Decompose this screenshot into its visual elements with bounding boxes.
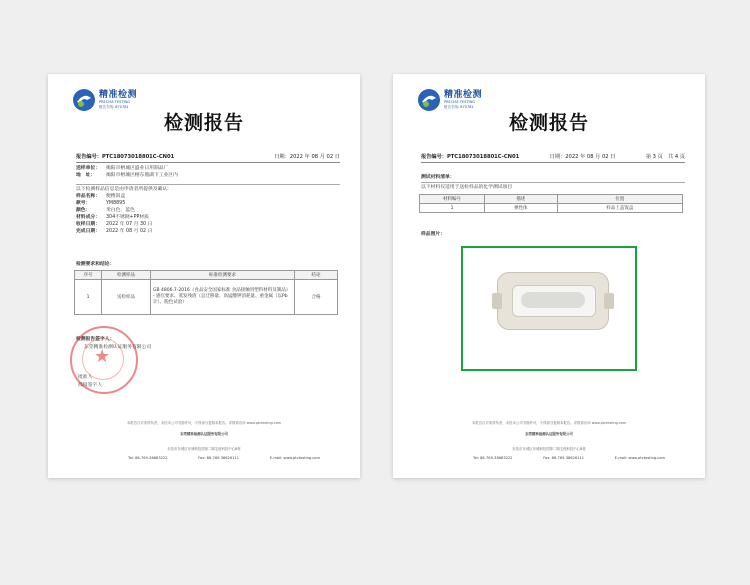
requirement-standard: GB 4806.7-2016《食品安全国家标准 食品接触用塑料材料及制品》 — [153, 288, 291, 293]
cell-result: 合格 — [295, 280, 338, 315]
footer-note: 本报告仅对来样负责，未经本公司书面许可，不得部分复制本报告。详情请访问 www.ptctesting.com — [471, 421, 627, 425]
report-meta — [76, 153, 340, 163]
report-number: 报告编号：PTC18073018801C-CN01 — [76, 154, 175, 160]
footer-contacts — [128, 456, 320, 460]
section-heading: 检测要求和结论： — [76, 262, 115, 267]
footer-web: E-mail: www.ptctesting.com — [614, 456, 665, 460]
requirement-items: - 感官要求、蒸发残渣（总迁移量、高锰酸钾消耗量、重金属（以Pb计）、脱色试验） — [153, 294, 288, 305]
address-row — [76, 172, 178, 179]
field-row: 收样日期： 2022 年 07 月 30 日 — [76, 222, 153, 227]
footer-tel: Tel: 86-769-38683222 — [473, 456, 513, 460]
footer-fax: Fax: 86-769-38626111 — [543, 456, 584, 460]
address-label: 地 址： — [76, 173, 96, 178]
cell-no: 1 — [420, 204, 485, 213]
brand-sub-line1: PRECISE TESTING — [99, 100, 130, 104]
footer-address: 东莞市东城区东城科技园第二期宝莲科技中心B栋 — [167, 447, 241, 451]
signer-role: 批准人 — [78, 375, 93, 380]
col-header: 检测样品 — [102, 271, 151, 280]
brand-name: 精准检测 — [444, 90, 483, 100]
report-title: 检测报告 — [163, 112, 244, 134]
table-header-row — [420, 195, 683, 204]
brand-sub-line2: 报告专线: 870781 — [444, 105, 474, 109]
report-date: 日期：2022 年 08 月 02 日 — [549, 154, 616, 160]
footer-address: 东莞市东城区东城科技园第二期宝莲科技中心B栋 — [512, 447, 586, 451]
col-header: 标准检测要求 — [151, 271, 295, 280]
materials-table — [419, 194, 683, 213]
page-indicator: 第 3 页 共 4 页 — [645, 154, 685, 160]
section-heading: 测试材料清单： — [421, 175, 455, 180]
field-row: 颜色： 米白色、蓝色 — [76, 208, 135, 213]
report-meta — [421, 153, 685, 163]
table-row — [75, 280, 338, 315]
col-header: 序号 — [75, 271, 102, 280]
signer-org: 东莞精准检测认证服务有限公司 — [84, 345, 152, 350]
official-stamp: ★ — [70, 326, 138, 394]
col-header: 材料编号 — [420, 195, 485, 204]
photo-label: 样品照片： — [421, 232, 445, 237]
report-date: 日期：2022 年 08 月 02 日 — [274, 154, 340, 160]
footer-web: E-mail: www.ptctesting.com — [269, 456, 320, 460]
cell-desc: 弹性体 — [485, 204, 558, 213]
lunch-box-image — [497, 272, 609, 330]
sample-info-intro: 以下检测样品信息是由申请者所提供及确认: — [76, 184, 340, 193]
footer-contacts — [473, 456, 665, 460]
field-row: 完成日期： 2022 年 08 月 02 日 — [76, 229, 153, 234]
footer-note: 本报告仅对来样负责，未经本公司书面许可，不得部分复制本报告。详情请访问 www.ptctesting.com — [126, 421, 282, 425]
client-value: 揭阳市榕城区盛业日用制品厂 — [106, 166, 169, 171]
col-header: 结论 — [295, 271, 338, 280]
client-row — [76, 165, 168, 172]
report-title: 检测报告 — [508, 112, 589, 134]
cell-requirement — [151, 280, 295, 315]
field-row: 材料成分： 304不锈钢+PP材质 — [76, 215, 149, 220]
col-header: 描述 — [485, 195, 558, 204]
client-label: 送样单位： — [76, 166, 100, 171]
sample-photo — [461, 246, 637, 371]
report-number: 报告编号：PTC18073018801C-CN01 — [421, 154, 520, 160]
report-page-3 — [393, 74, 705, 478]
footer-tel: Tel: 86-769-38683222 — [128, 456, 168, 460]
report-page-1 — [48, 74, 360, 478]
footer-company: 东莞精准检测认证服务有限公司 — [180, 432, 228, 436]
brand-sub-line2: 报告专线: 870781 — [99, 105, 129, 109]
col-header: 位置 — [557, 195, 682, 204]
cell-position: 样品上盖饭盒 — [557, 204, 682, 213]
signer-label: 检测报告签字人： — [76, 337, 115, 342]
field-row: 样品名称： 便携饭盒 — [76, 194, 126, 199]
materials-intro: 以下材料仅适用于送检样品的化学测试项目 — [421, 182, 685, 191]
signer-sub: 授权签字人 — [78, 383, 102, 388]
requirements-table — [74, 270, 338, 315]
cell-no: 1 — [75, 280, 102, 315]
footer-fax: Fax: 86-769-38626111 — [198, 456, 239, 460]
cell-sample: 送检样品 — [102, 280, 151, 315]
footer-company: 东莞精准检测认证服务有限公司 — [525, 432, 573, 436]
field-row: 款号： YM8895 — [76, 201, 126, 206]
address-value: 揭阳市榕城区榕东渔湖下工业区内 — [106, 173, 178, 178]
table-header-row — [75, 271, 338, 280]
table-row — [420, 204, 683, 213]
brand-sub-line1: PRECISE TESTING — [444, 100, 475, 104]
brand-name: 精准检测 — [99, 90, 138, 100]
